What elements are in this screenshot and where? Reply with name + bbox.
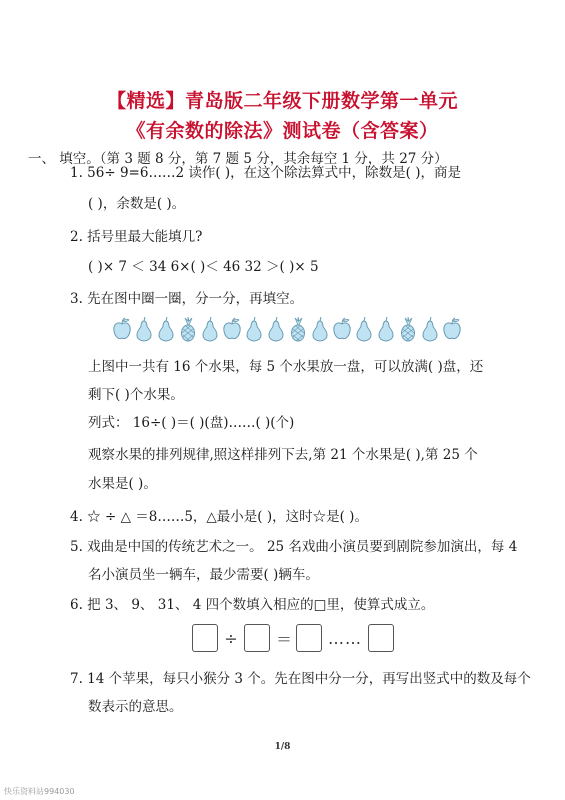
- question-3-line-2: 上图中一共有 16 个水果，每 5 个水果放一盘，可以放满( )盘，还: [88, 359, 484, 375]
- pear-icon: [354, 316, 374, 342]
- question-6-line-1: 6. 把 3、 9、 31、 4 四个数填入相应的□里，使算式成立。: [70, 597, 435, 613]
- fruit-sequence: [112, 316, 462, 344]
- answer-box-divisor[interactable]: [244, 624, 270, 652]
- pineapple-icon: [398, 316, 418, 342]
- question-2-line-2: ( )× 7 ＜ 34 6×( )＜ 46 32 ＞( )× 5: [88, 259, 319, 275]
- pear-icon: [244, 316, 264, 342]
- divide-sign: ÷: [224, 628, 238, 648]
- question-1-line-2: ( )，余数是( )。: [88, 196, 186, 212]
- pear-icon: [420, 316, 440, 342]
- pear-icon: [200, 316, 220, 342]
- division-equation: [192, 622, 394, 654]
- question-3-formula: 列式： 16÷( )＝( )(盘)……( )(个): [88, 415, 295, 431]
- pear-icon: [134, 316, 154, 342]
- pineapple-icon: [178, 316, 198, 342]
- answer-box-quotient[interactable]: [296, 624, 322, 652]
- apple-icon: [222, 316, 242, 342]
- apple-icon: [112, 316, 132, 342]
- apple-icon: [332, 316, 352, 342]
- document-title-line-1: 【精选】青岛版二年级下册数学第一单元: [106, 90, 458, 112]
- pear-icon: [310, 316, 330, 342]
- apple-icon: [442, 316, 462, 342]
- pineapple-icon: [288, 316, 308, 342]
- equals-sign: ＝: [276, 629, 293, 649]
- question-3-line-5: 观察水果的排列规律,照这样排列下去,第 21 个水果是( ),第 25 个: [88, 447, 478, 463]
- question-5-line-1: 5. 戏曲是中国的传统艺术之一。 25 名戏曲小演员要到剧院参加演出，每 4: [70, 539, 518, 555]
- section-heading: 一、 填空。（第 3 题 8 分，第 7 题 5 分，其余每空 1 分，共 27 分）: [28, 151, 448, 167]
- question-5-line-2: 名小演员坐一辆车，最少需要( )辆车。: [88, 567, 319, 583]
- question-3-line-6: 水果是( )。: [88, 476, 157, 492]
- pear-icon: [266, 316, 286, 342]
- pear-icon: [376, 316, 396, 342]
- question-2-line-1: 2. 括号里最大能填几?: [70, 229, 203, 245]
- remainder-dots: ……: [328, 628, 362, 648]
- watermark: 快乐资料站994030: [4, 787, 75, 796]
- question-1-line-1: 1. 56÷ 9=6……2 读作( )，在这个除法算式中，除数是( )，商是: [70, 165, 461, 181]
- document-title-line-2: 《有余数的除法》测试卷（含答案）: [126, 120, 439, 142]
- question-7-line-1: 7. 14 个苹果，每只小猴分 3 个。先在图中分一分，再写出竖式中的数及每个: [70, 671, 531, 687]
- question-3-line-1: 3. 先在图中圈一圈，分一分，再填空。: [70, 291, 304, 307]
- answer-box-remainder[interactable]: [368, 624, 394, 652]
- answer-box-dividend[interactable]: [192, 624, 218, 652]
- question-7-line-2: 数表示的意思。: [88, 699, 183, 715]
- question-3-line-3: 剩下( )个水果。: [88, 387, 184, 403]
- page-number: 1/8: [274, 742, 291, 752]
- pear-icon: [156, 316, 176, 342]
- question-4-line-1: 4. ☆ ÷ △ ＝8……5，△最小是( )，这时☆是( )。: [70, 509, 368, 525]
